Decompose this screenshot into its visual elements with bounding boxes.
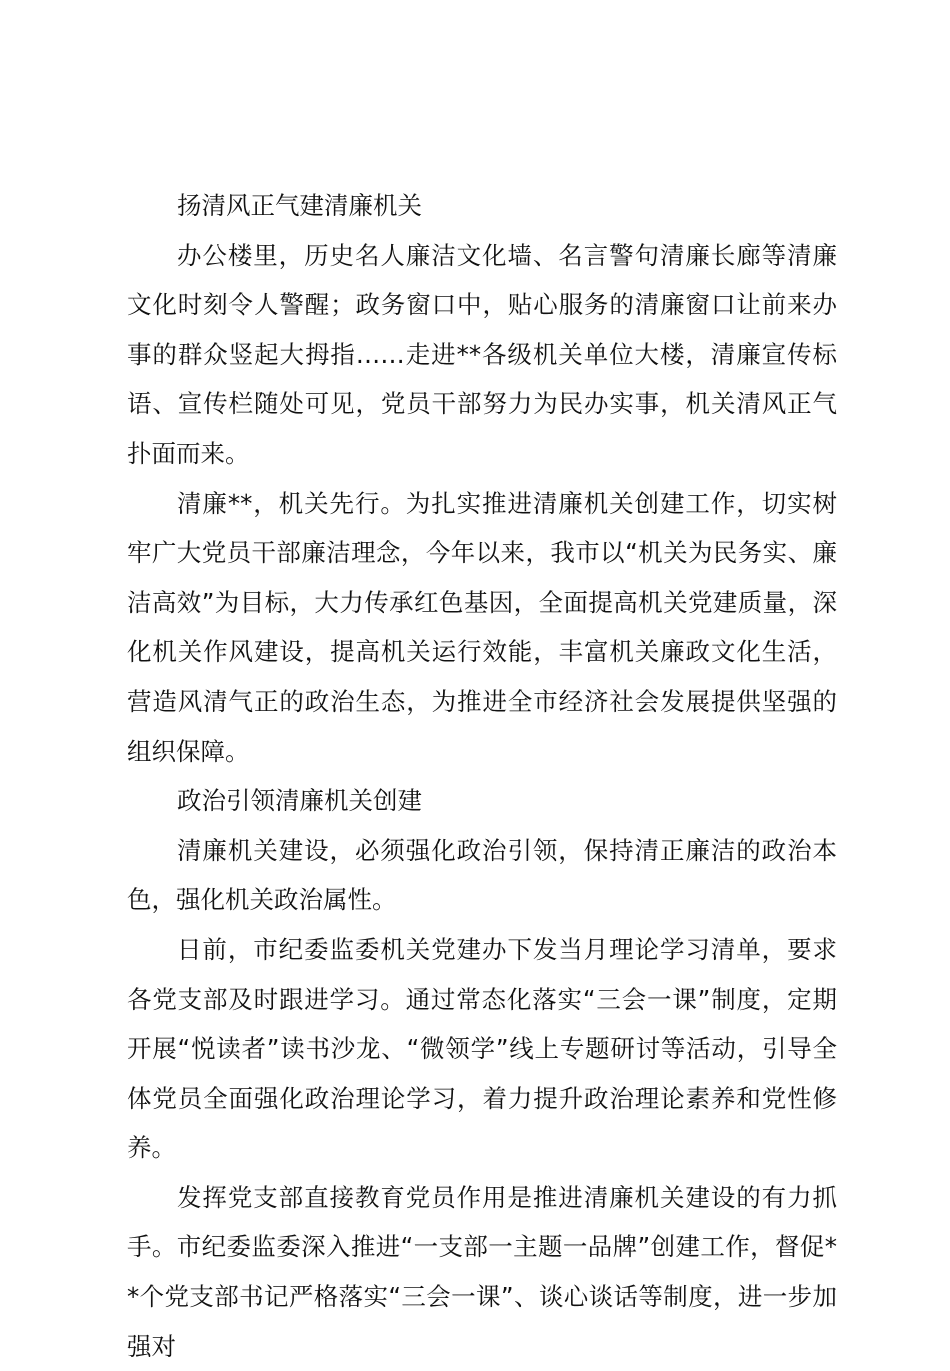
paragraph-1: 办公楼里，历史名人廉洁文化墙、名言警句清廉长廊等清廉文化时刻令人警醒；政务窗口中，贴心服务的清廉窗口让前来办事的群众竖起大拇指……走进**各级机关单位大楼，清廉宣传标语、宣传栏随处可见，党员干部努力为民办实事，机关清风正气扑面而来。 xyxy=(127,240,837,468)
paragraph-3: 清廉机关建设，必须强化政治引领，保持清正廉洁的政治本色，强化机关政治属性。 xyxy=(127,835,837,915)
document-body xyxy=(127,181,837,1371)
paragraph-5: 发挥党支部直接教育党员作用是推进清廉机关建设的有力抓手。市纪委监委深入推进“一支部一主题一品牌”创建工作，督促**个党支部书记严格落实“三会一课”、谈心谈话等制度，进一步加强对 xyxy=(127,1182,837,1361)
paragraph-4: 日前，市纪委监委机关党建办下发当月理论学习清单，要求各党支部及时跟进学习。通过常态化落实“三会一课”制度，定期开展“悦读者”读书沙龙、“微领学”线上专题研讨等活动，引导全体党员全面强化政治理论学习，着力提升政治理论素养和党性修养。 xyxy=(127,934,837,1163)
section-heading-1: 扬清风正气建清廉机关 xyxy=(177,191,422,220)
paragraph-2: 清廉**，机关先行。为扎实推进清廉机关创建工作，切实树牢广大党员干部廉洁理念，今年以来，我市以“机关为民务实、廉洁高效”为目标，大力传承红色基因，全面提高机关党建质量，深化机关作风建设，提高机关运行效能，丰富机关廉政文化生活，营造风清气正的政治生态，为推进全市经济社会发展提供坚强的组织保障。 xyxy=(127,488,837,766)
section-heading-2: 政治引领清廉机关创建 xyxy=(177,786,422,816)
